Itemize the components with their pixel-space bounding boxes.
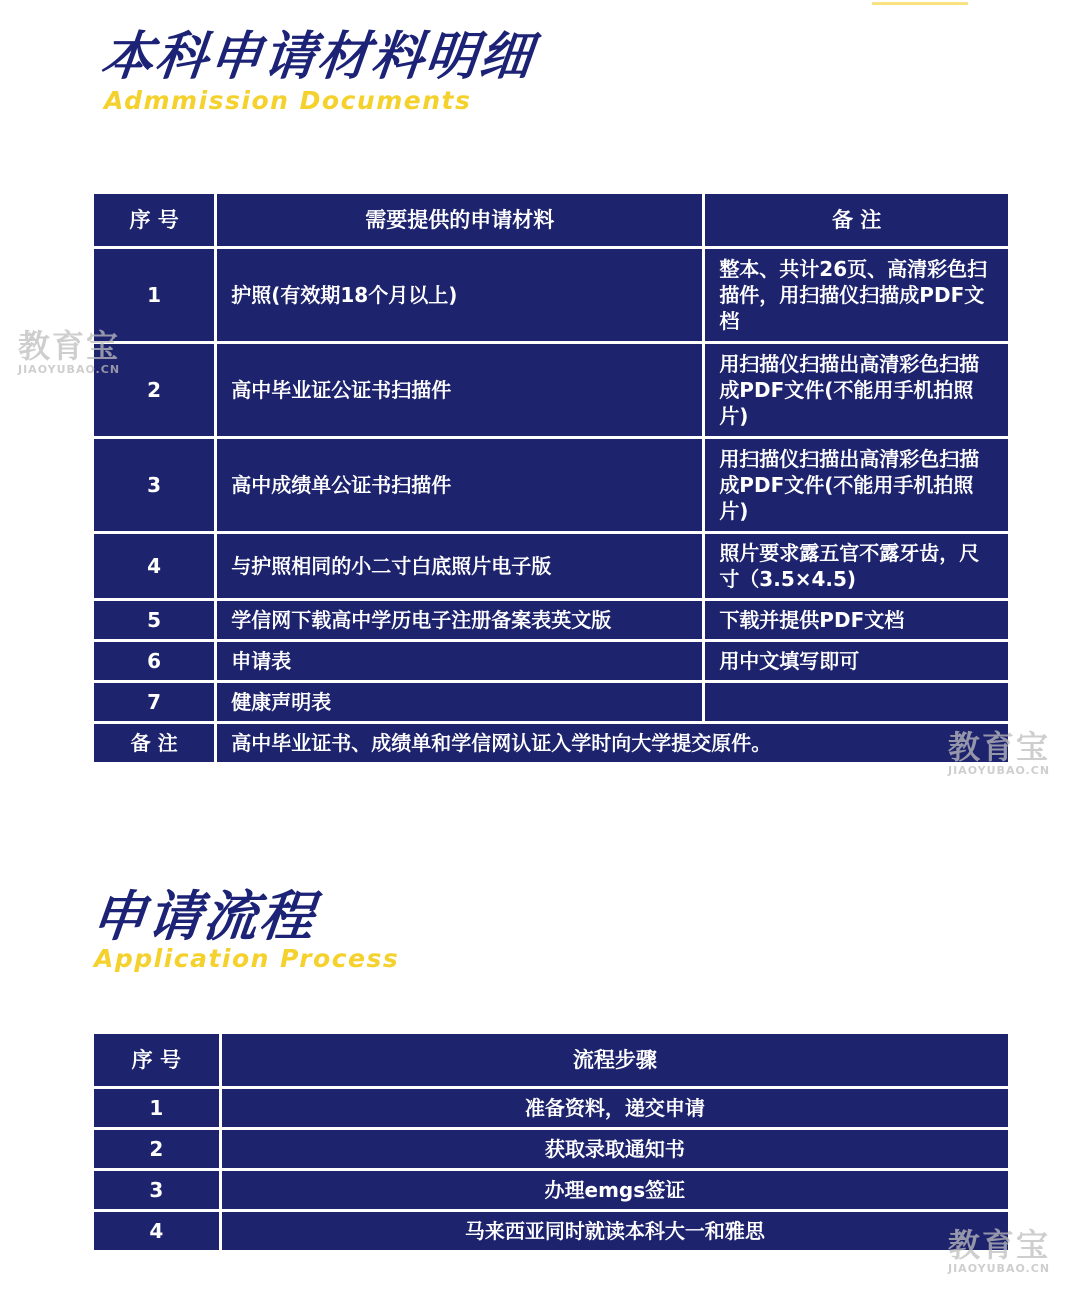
row-material: 健康声明表 [217, 683, 702, 721]
watermark-en: JIAOYUBAO.CN [948, 1262, 1051, 1275]
table-row [94, 683, 1008, 721]
documents-header-row [94, 194, 1008, 246]
row-note [705, 683, 1008, 721]
header-step: 流程步骤 [222, 1034, 1008, 1086]
row-note: 用扫描仪扫描出高清彩色扫描成PDF文件(不能用手机拍照片) [705, 439, 1008, 531]
row-number: 1 [94, 1089, 219, 1127]
table-row [94, 439, 1008, 531]
row-material: 高中成绩单公证书扫描件 [217, 439, 702, 531]
process-table [91, 1031, 1011, 1253]
process-header-row [94, 1034, 1008, 1086]
row-number: 3 [94, 1171, 219, 1209]
watermark-logo [18, 327, 121, 376]
watermark-logo [948, 1226, 1051, 1275]
documents-table [91, 191, 1011, 765]
row-note: 下载并提供PDF文档 [705, 601, 1008, 639]
row-number: 5 [94, 601, 214, 639]
documents-subtitle: Admmission Documents [104, 86, 472, 115]
watermark-cn: 教育宝 [948, 728, 1051, 766]
table-row [94, 1130, 1008, 1168]
row-material: 学信网下载高中学历电子注册备案表英文版 [217, 601, 702, 639]
watermark-en: JIAOYUBAO.CN [948, 764, 1051, 777]
watermark-cn: 教育宝 [948, 1226, 1051, 1264]
documents-title: 本科申请材料明细 [98, 27, 537, 87]
top-decoration [872, 0, 968, 5]
table-row [94, 344, 1008, 436]
table-row [94, 1212, 1008, 1250]
row-number: 2 [94, 344, 214, 436]
row-step: 办理emgs签证 [222, 1171, 1008, 1209]
row-material: 申请表 [217, 642, 702, 680]
row-number: 3 [94, 439, 214, 531]
row-number: 4 [94, 1212, 219, 1250]
process-subtitle: Application Process [94, 944, 400, 973]
row-material: 与护照相同的小二寸白底照片电子版 [217, 534, 702, 598]
table-row [94, 601, 1008, 639]
header-number: 序 号 [94, 194, 214, 246]
row-material: 高中毕业证公证书扫描件 [217, 344, 702, 436]
watermark-cn: 教育宝 [18, 327, 121, 365]
header-note: 备 注 [705, 194, 1008, 246]
process-title: 申请流程 [88, 885, 319, 948]
row-number: 6 [94, 642, 214, 680]
row-note: 照片要求露五官不露牙齿，尺寸（3.5×4.5) [705, 534, 1008, 598]
row-number: 2 [94, 1130, 219, 1168]
remark-label: 备 注 [94, 724, 214, 762]
remark-text: 高中毕业证书、成绩单和学信网认证入学时向大学提交原件。 [217, 724, 1008, 762]
watermark-logo [948, 728, 1051, 777]
table-row [94, 534, 1008, 598]
row-step: 准备资料，递交申请 [222, 1089, 1008, 1127]
header-material: 需要提供的申请材料 [217, 194, 702, 246]
row-note: 用扫描仪扫描出高清彩色扫描成PDF文件(不能用手机拍照片) [705, 344, 1008, 436]
row-number: 7 [94, 683, 214, 721]
row-material: 护照(有效期18个月以上) [217, 249, 702, 341]
header-number: 序 号 [94, 1034, 219, 1086]
remark-row [94, 724, 1008, 762]
table-row [94, 249, 1008, 341]
row-number: 1 [94, 249, 214, 341]
table-row [94, 1089, 1008, 1127]
row-step: 马来西亚同时就读本科大一和雅思 [222, 1212, 1008, 1250]
table-row [94, 642, 1008, 680]
row-step: 获取录取通知书 [222, 1130, 1008, 1168]
row-number: 4 [94, 534, 214, 598]
table-row [94, 1171, 1008, 1209]
row-note: 用中文填写即可 [705, 642, 1008, 680]
watermark-en: JIAOYUBAO.CN [18, 363, 121, 376]
row-note: 整本、共计26页、高清彩色扫描件，用扫描仪扫描成PDF文档 [705, 249, 1008, 341]
